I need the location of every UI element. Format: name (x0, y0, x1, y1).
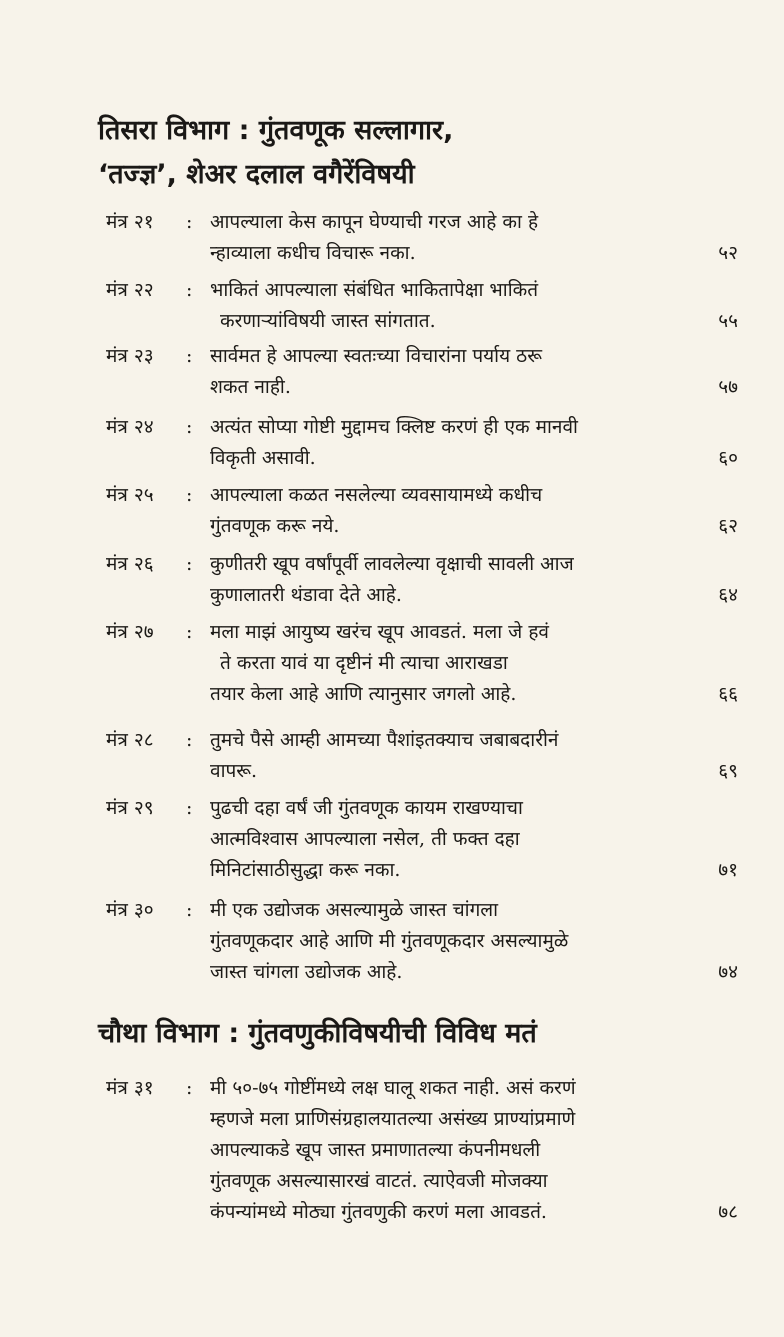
page-number: ५७ (718, 376, 738, 398)
entry-text: आपल्याला कळत नसलेल्या व्यवसायामध्ये कधीच गुंतवणूक करू नये. (210, 484, 543, 537)
mantra-label: मंत्र २९ (106, 797, 154, 819)
entry-text: मी एक उद्योजक असल्यामुळे जास्त चांगला गुंतवणूकदार आहे आणि मी गुंतवणूकदार असल्यामुळे जास्त चांगला उद्योजक आहे. (210, 899, 569, 983)
section-3-title-line1: तिसरा विभाग : गुंतवणूक सल्लागार, (98, 115, 454, 146)
mantra-label: मंत्र ३१ (106, 1077, 154, 1099)
mantra-label: मंत्र २१ (106, 211, 154, 233)
section-4-heading (98, 1012, 698, 1056)
entry-text: कुणीतरी खूप वर्षांपूर्वी लावलेल्या वृक्षाची सावली आज कुणालातरी थंडावा देते आहे. (210, 553, 574, 606)
entry-text: तुमचे पैसे आम्ही आमच्या पैशांइतक्याच जबाबदारीनं वापरू. (210, 729, 559, 782)
section-4-title: चौथा विभाग : गुंतवणुकीविषयीची विविध मतं (98, 1018, 537, 1049)
entry-text: भाकितं आपल्याला संबंधित भाकितापेक्षा भाकितं करणाऱ्यांविषयी जास्त सांगतात. (210, 279, 539, 332)
page-number: ६२ (718, 515, 738, 537)
page-number: ६४ (718, 584, 738, 606)
page-number: ६९ (718, 760, 738, 782)
entry-text: सार्वमत हे आपल्या स्वतःच्या विचारांना पर्याय ठरू शकत नाही. (210, 345, 542, 398)
mantra-label: मंत्र २२ (106, 279, 154, 301)
mantra-label: मंत्र २५ (106, 484, 154, 506)
entry-text: मी ५०-७५ गोष्टींमध्ये लक्ष घालू शकत नाही. असं करणं म्हणजे मला प्राणिसंग्रहालयातल्या असंख्य प्राण्यांप्रमाणे आपल्याकडे खूप जास्त प्रमाणातल्या कंपनीमधली गुंतवणूक असल्यासारखं वाटतं. त्याऐवजी मोजक्या कंपन्यांमध्ये मोठ्या गुंतवणुकी करणं मला आवडतं. (210, 1077, 576, 1223)
mantra-label: मंत्र २८ (106, 729, 154, 751)
page-number: ५५ (718, 310, 738, 332)
entry-text: पुढची दहा वर्षं जी गुंतवणूक कायम राखण्याचा आत्मविश्वास आपल्याला नसेल, ती फक्त दहा मिनिटांसाठीसुद्धा करू नका. (210, 797, 523, 881)
page-number: ७८ (718, 1201, 738, 1223)
mantra-label: मंत्र २६ (106, 553, 154, 575)
mantra-label: मंत्र २३ (106, 345, 154, 367)
page-number: ६० (718, 447, 738, 469)
page-number: ७४ (718, 961, 738, 983)
mantra-label: मंत्र ३० (106, 899, 154, 921)
entry-text: अत्यंत सोप्या गोष्टी मुद्दामच क्लिष्ट करणं ही एक मानवी विकृती असावी. (210, 416, 578, 469)
section-3-heading (98, 109, 698, 197)
book-page: तिसरा विभाग : गुंतवणूक सल्लागार, ‘तज्ज्ञ’, शेअर दलाल वगैरेंविषयी मंत्र २१ : आपल्याला केस कापून घेण्याची गरज आहे का हे न्हाव्याला कधीच विचारू नका. ५२ मंत्र २२ : भाकितं आपल्याला संबंधित भाकितापेक्षा भाकितं करणाऱ्यांविषयी जास्त सांगतात. ५५ मंत्र २३ : सार्वमत हे आपल्या स्वतःच्या विचारांना पर्याय ठरू शकत नाही. ५७ मंत्र २४ : अत्यंत सोप्या गोष्टी मुद्दामच क्लिष्ट करणं ही एक मानवी विकृती असावी. ६० मंत्र २५ : आपल्याला कळत नसलेल्या व्यवसायामध्ये कधीच गुंतवणूक करू नये. ६२ मंत्र २६ : कुणीतरी खूप वर्षांपूर्वी लावलेल्या वृक्षाची सावली आज कुणालातरी थंडावा देते आहे. ६४ मंत्र २७ : मला माझं आयुष्य खरंच खूप आवडतं. मला जे हवं ते करता यावं या दृष्टीनं मी त्याचा आराखडा तयार केला आहे आणि त्यानुसार जगलो आहे. ६६ मंत्र २८ : तुमचे पैसे आम्ही आमच्या पैशांइतक्याच जबाबदारीनं वापरू. ६९ मंत्र २९ : पुढची दहा वर्षं जी गुंतवणूक कायम राखण्याचा आत्मविश्वास आपल्याला नसेल, ती फक्त दहा मिनिटांसाठीसुद्धा करू नका. ७१ मंत्र ३० : मी एक उद्योजक असल्यामुळे जास्त चांगला गुंतवणूकदार आहे आणि मी गुंतवणूकदार असल्यामुळे जास्त चांगला उद्योजक आहे. ७४ चौथा विभाग : गुंतवणुकीविषयीची विविध मतं मंत्र ३१ : मी ५०-७५ गोष्टींमध्ये लक्ष घालू शकत नाही. असं करणं म्हणजे मला प्राणिसंग्रहालयातल्या असंख्य प्राण्यांप्रमाणे आपल्याकडे खूप जास्त प्रमाणातल्या कंपनीमधली गुंतवणूक असल्यासारखं वाटतं. त्याऐवजी मोजक्या कंपन्यांमध्ये मोठ्या गुंतवणुकी करणं मला आवडतं. ७८ (0, 0, 784, 1337)
page-number: ७१ (718, 859, 738, 881)
mantra-label: मंत्र २४ (106, 416, 154, 438)
section-3-title-line2: ‘तज्ज्ञ’, शेअर दलाल वगैरेंविषयी (98, 159, 415, 190)
page-number: ६६ (718, 683, 738, 705)
page-number: ५२ (718, 242, 738, 264)
entry-text: आपल्याला केस कापून घेण्याची गरज आहे का हे न्हाव्याला कधीच विचारू नका. (210, 211, 539, 264)
entry-text: मला माझं आयुष्य खरंच खूप आवडतं. मला जे हवं ते करता यावं या दृष्टीनं मी त्याचा आराखडा तयार केला आहे आणि त्यानुसार जगलो आहे. (210, 621, 549, 705)
mantra-label: मंत्र २७ (106, 621, 154, 643)
